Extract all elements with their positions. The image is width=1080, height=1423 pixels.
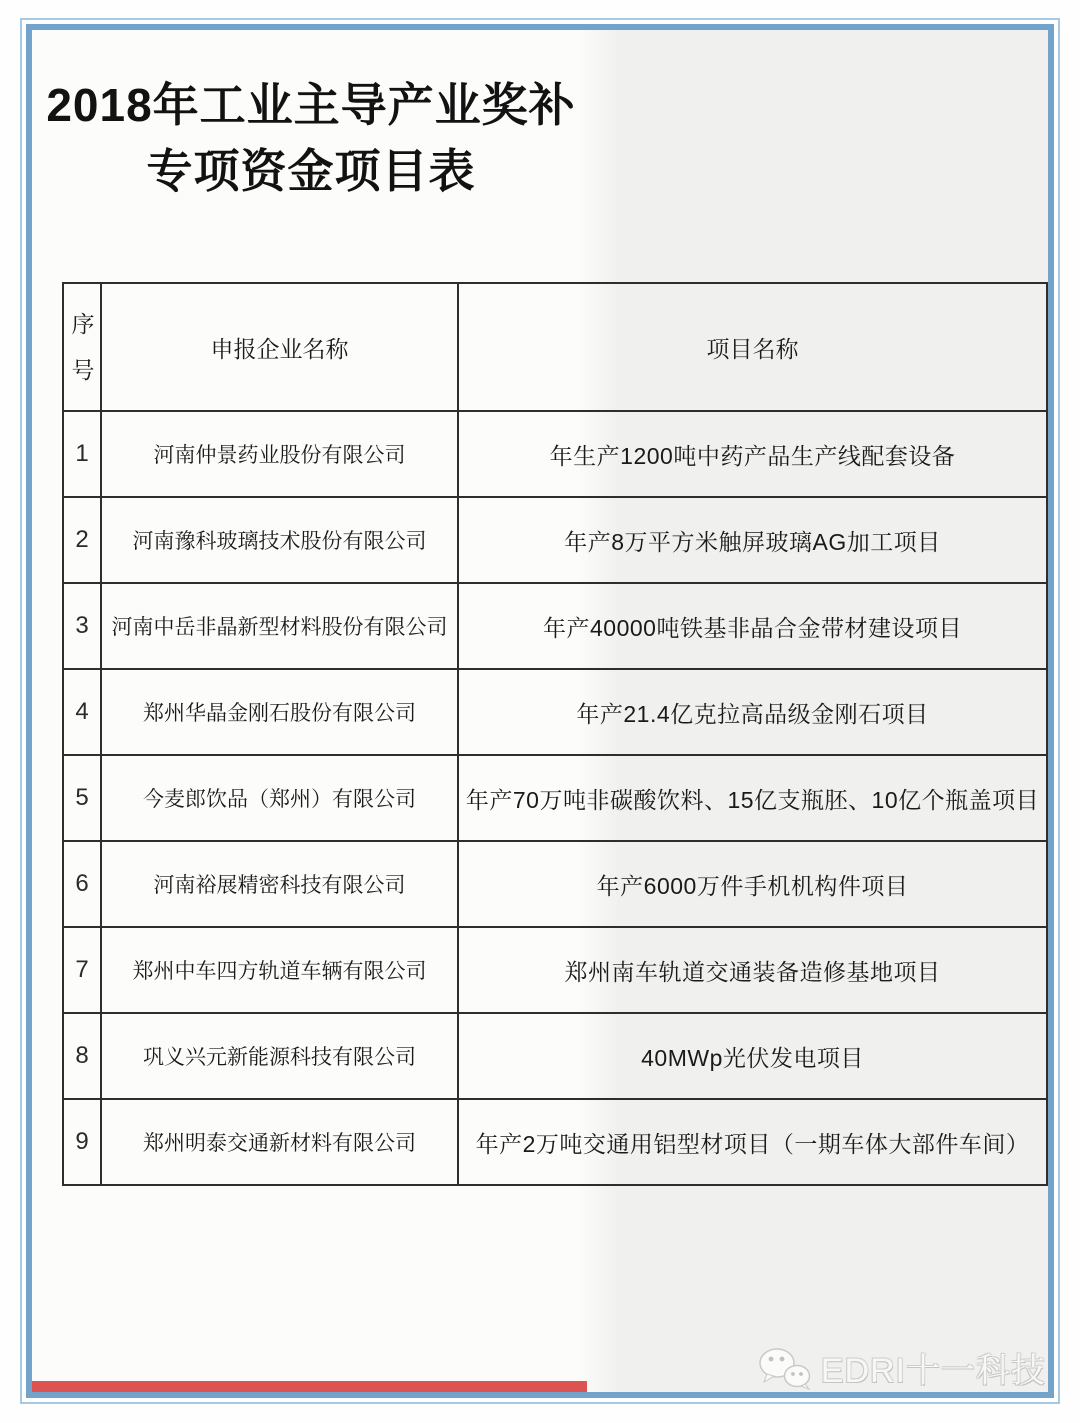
cell-company-name: 巩义兴元新能源科技有限公司	[101, 1013, 458, 1099]
cell-row-number: 7	[63, 927, 101, 1013]
cell-project-name: 年产21.4亿克拉高品级金刚石项目	[458, 669, 1047, 755]
cell-project-name: 年产70万吨非碳酸饮料、15亿支瓶胚、10亿个瓶盖项目	[458, 755, 1047, 841]
table-row	[63, 841, 1047, 927]
wechat-icon	[755, 1346, 817, 1390]
cell-row-number: 3	[63, 583, 101, 669]
table-row	[63, 497, 1047, 583]
table-row	[63, 411, 1047, 497]
column-header-company: 申报企业名称	[101, 283, 458, 411]
table-row	[63, 1099, 1047, 1185]
cell-company-name: 河南中岳非晶新型材料股份有限公司	[101, 583, 458, 669]
column-header-index: 序号	[63, 283, 101, 411]
cell-project-name: 年产6000万件手机机构件项目	[458, 841, 1047, 927]
table-row	[63, 927, 1047, 1013]
cell-project-name: 年产8万平方米触屏玻璃AG加工项目	[458, 497, 1047, 583]
cell-project-name: 年产40000吨铁基非晶合金带材建设项目	[458, 583, 1047, 669]
table-row	[63, 755, 1047, 841]
cell-company-name: 郑州中车四方轨道车辆有限公司	[101, 927, 458, 1013]
column-header-project: 项目名称	[458, 283, 1047, 411]
page-title-line1: 2018年工业主导产业奖补	[46, 79, 576, 131]
cell-row-number: 8	[63, 1013, 101, 1099]
cell-row-number: 5	[63, 755, 101, 841]
cell-company-name: 郑州明泰交通新材料有限公司	[101, 1099, 458, 1185]
watermark-label: EDRI十一科技	[820, 1352, 1046, 1390]
cell-row-number: 6	[63, 841, 101, 927]
cell-company-name: 河南豫科玻璃技术股份有限公司	[101, 497, 458, 583]
projects-table	[62, 282, 1048, 1186]
cell-row-number: 1	[63, 411, 101, 497]
cell-project-name: 郑州南车轨道交通装备造修基地项目	[458, 927, 1047, 1013]
cell-company-name: 河南仲景药业股份有限公司	[101, 411, 458, 497]
page-title-line2: 专项资金项目表	[146, 145, 476, 197]
table-row	[63, 669, 1047, 755]
watermark	[755, 1343, 1046, 1392]
table-row	[63, 1013, 1047, 1099]
page-frame-outer	[20, 18, 1060, 1404]
table-body	[63, 411, 1047, 1185]
cell-row-number: 9	[63, 1099, 101, 1185]
cell-row-number: 4	[63, 669, 101, 755]
cell-company-name: 河南裕展精密科技有限公司	[101, 841, 458, 927]
red-accent-bar	[32, 1381, 587, 1392]
page-title	[38, 72, 584, 204]
cell-project-name: 年产2万吨交通用铝型材项目（一期车体大部件车间）	[458, 1099, 1047, 1185]
cell-row-number: 2	[63, 497, 101, 583]
cell-company-name: 今麦郎饮品（郑州）有限公司	[101, 755, 458, 841]
cell-company-name: 郑州华晶金刚石股份有限公司	[101, 669, 458, 755]
table-row	[63, 583, 1047, 669]
cell-project-name: 年生产1200吨中药产品生产线配套设备	[458, 411, 1047, 497]
page-frame-inner	[26, 24, 1054, 1398]
table-header-row	[63, 283, 1047, 411]
cell-project-name: 40MWp光伏发电项目	[458, 1013, 1047, 1099]
